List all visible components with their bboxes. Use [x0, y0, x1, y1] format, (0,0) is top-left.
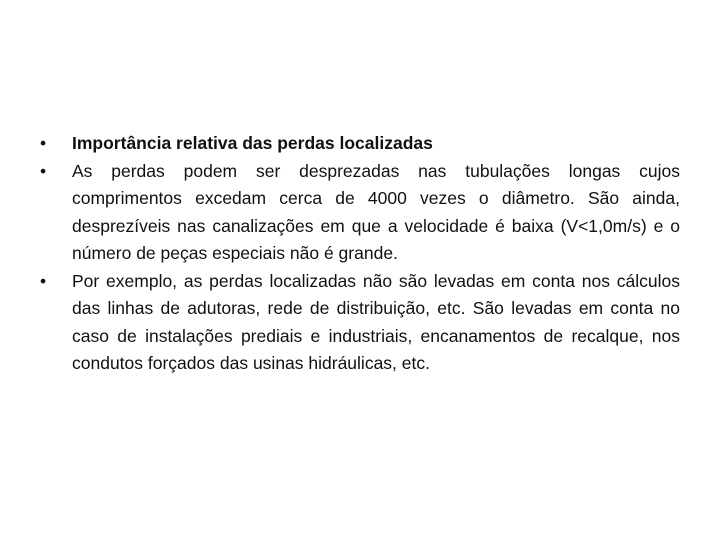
bullet-list	[40, 130, 680, 378]
bullet-icon: •	[40, 270, 47, 291]
bullet-item-heading	[40, 130, 680, 158]
bullet-text: As perdas podem ser desprezadas nas tubulações longas cujos comprimentos excedam cerca de 4000 vezes o diâmetro. São ainda, desprezíveis nas canalizações em que a velocidade é baixa (V<1,0m/s) e o número de peças especiais não é grande.	[72, 160, 680, 263]
bullet-icon: •	[40, 160, 47, 181]
bullet-icon: •	[40, 133, 47, 153]
bullet-text: Por exemplo, as perdas localizadas não são levadas em conta nos cálculos das linhas de adutoras, rede de distribuição, etc. São levadas em conta no caso de instalações prediais e industriais, encanamentos de recalque, nos condutos forçados das usinas hidráulicas, etc.	[72, 270, 680, 373]
bullet-item-negligible-losses	[40, 158, 680, 268]
bullet-item-example	[40, 268, 680, 378]
bullet-text: Importância relativa das perdas localizadas	[72, 133, 433, 153]
